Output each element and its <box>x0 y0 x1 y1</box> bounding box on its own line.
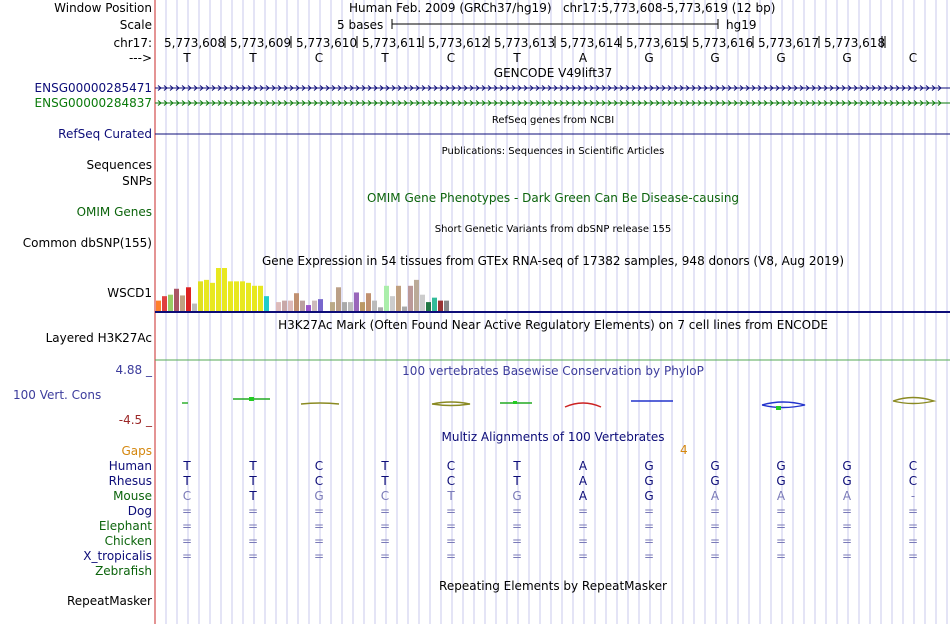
gtex-gene-label[interactable]: WSCD1 <box>107 286 152 300</box>
gtex-tissue-bar <box>360 302 365 311</box>
species-base: T <box>381 474 389 488</box>
snps-track-label[interactable]: SNPs <box>122 174 152 188</box>
gtex-tissue-bar <box>420 295 425 311</box>
species-base: = <box>511 534 523 548</box>
ruler-position-label: 5,773,610 <box>296 36 358 50</box>
species-base: = <box>907 504 919 518</box>
species-label-zebrafish: Zebrafish <box>95 564 152 578</box>
species-base: = <box>643 534 655 548</box>
repeatmasker-track-title[interactable]: Repeating Elements by RepeatMasker <box>439 579 667 593</box>
species-base: G <box>776 474 786 488</box>
species-base: C <box>446 459 456 473</box>
publications-track-title[interactable]: Publications: Sequences in Scientific Articles <box>441 146 665 157</box>
species-base: = <box>247 534 259 548</box>
gtex-tissue-bar <box>192 304 197 311</box>
gtex-tissue-bar <box>438 301 443 311</box>
reference-base: C <box>908 51 918 65</box>
gtex-tissue-bar <box>402 307 407 311</box>
species-base: T <box>183 474 191 488</box>
species-base: = <box>511 549 523 563</box>
phylop-score-mark <box>249 397 254 401</box>
phylop-min-label: -4.5 _ <box>118 413 152 427</box>
species-base: = <box>445 504 457 518</box>
gtex-tissue-bar <box>444 301 449 311</box>
gtex-tissue-bar <box>282 301 287 311</box>
species-label-human: Human <box>108 459 152 473</box>
species-base: T <box>513 474 521 488</box>
species-base: = <box>181 504 193 518</box>
species-base: = <box>907 549 919 563</box>
species-base: = <box>643 504 655 518</box>
species-base: C <box>446 474 456 488</box>
window-position-label: Window Position <box>54 1 152 15</box>
species-base: = <box>841 504 853 518</box>
species-base: = <box>907 534 919 548</box>
reference-base: G <box>842 51 852 65</box>
species-base: C <box>182 489 192 503</box>
reference-base: G <box>776 51 786 65</box>
gtex-tissue-bar <box>180 295 185 311</box>
reference-base: T <box>381 51 389 65</box>
species-base: = <box>643 549 655 563</box>
species-base: = <box>907 519 919 533</box>
phylop-track-label[interactable]: 100 Vert. Cons <box>13 388 102 402</box>
chrom-label: chr17: <box>113 36 152 50</box>
gtex-tissue-bar <box>312 301 317 311</box>
ruler-position-label: 5,773,615 <box>626 36 688 50</box>
gtex-tissue-bar <box>366 293 371 311</box>
species-base: T <box>249 459 257 473</box>
gtex-tissue-bar <box>246 283 251 311</box>
phylop-track-title[interactable]: 100 vertebrates Basewise Conservation by PhyloP <box>402 364 704 378</box>
gtex-tissue-bar <box>426 302 431 311</box>
h3k27ac-track-label[interactable]: Layered H3K27Ac <box>45 331 152 345</box>
species-base: = <box>709 534 721 548</box>
species-base: = <box>775 504 787 518</box>
species-base: T <box>381 459 389 473</box>
phylop-score-mark <box>432 402 470 406</box>
ruler-position-label: 5,773,614 <box>560 36 622 50</box>
species-base: = <box>379 534 391 548</box>
omim-track-label[interactable]: OMIM Genes <box>76 205 152 219</box>
species-base: = <box>577 519 589 533</box>
ruler-position-label: 5,773,613 <box>494 36 556 50</box>
species-base: C <box>908 474 918 488</box>
scale-db: hg19 <box>726 18 757 32</box>
species-base: G <box>842 459 852 473</box>
gtex-tissue-bar <box>276 302 281 311</box>
species-base: = <box>181 549 193 563</box>
species-base: = <box>709 549 721 563</box>
gtex-tissue-bar <box>174 289 179 311</box>
gtex-tissue-bar <box>336 287 341 311</box>
gtex-tissue-bar <box>342 302 347 311</box>
publications-track-label[interactable]: Sequences <box>86 158 152 172</box>
species-base: A <box>578 474 588 488</box>
species-base: T <box>249 474 257 488</box>
species-base: C <box>314 459 324 473</box>
species-base: = <box>775 534 787 548</box>
species-base: = <box>775 549 787 563</box>
species-base: = <box>247 549 259 563</box>
phylop-score-mark <box>513 401 517 404</box>
gtex-tissue-bar <box>300 301 305 311</box>
species-base: G <box>644 459 654 473</box>
species-base: C <box>314 474 324 488</box>
species-base: G <box>512 489 522 503</box>
gtex-tissue-bar <box>162 296 167 311</box>
species-base: = <box>313 534 325 548</box>
phylop-max-label: 4.88 _ <box>115 363 152 377</box>
species-base: = <box>577 549 589 563</box>
species-base: = <box>577 534 589 548</box>
gencode-item-0[interactable]: ENSG00000285471 <box>34 81 152 95</box>
reference-base: T <box>513 51 521 65</box>
species-base: = <box>313 549 325 563</box>
gtex-tissue-bar <box>258 286 263 311</box>
reference-base: G <box>644 51 654 65</box>
window-position-value: Human Feb. 2009 (GRCh37/hg19) chr17:5,773,608-5,773,619 (12 bp) <box>349 1 776 15</box>
gtex-tissue-bar <box>348 302 353 311</box>
species-label-elephant: Elephant <box>98 519 152 533</box>
species-base: = <box>313 504 325 518</box>
species-label-mouse: Mouse <box>113 489 152 503</box>
species-label-rhesus: Rhesus <box>108 474 152 488</box>
gtex-tissue-bar <box>372 301 377 311</box>
gtex-tissue-bar <box>222 268 227 311</box>
gencode-track-title[interactable]: GENCODE V49lift37 <box>493 66 613 80</box>
gtex-tissue-bar <box>156 301 161 311</box>
species-base: G <box>710 474 720 488</box>
reference-base: C <box>314 51 324 65</box>
scale-label: Scale <box>119 18 152 32</box>
gtex-tissue-bar <box>270 307 275 311</box>
species-label-chicken: Chicken <box>104 534 152 548</box>
gtex-tissue-bar <box>378 307 383 311</box>
species-base: = <box>313 519 325 533</box>
gtex-tissue-bar <box>216 268 221 311</box>
species-base: = <box>775 519 787 533</box>
species-base: = <box>709 504 721 518</box>
species-base: - <box>910 489 916 503</box>
multiz-track-title[interactable]: Multiz Alignments of 100 Vertebrates <box>441 430 665 444</box>
species-base: C <box>380 489 390 503</box>
strand-label: ---> <box>128 51 152 65</box>
gtex-tissue-bar <box>324 307 329 311</box>
reference-base: T <box>249 51 257 65</box>
species-base: = <box>181 519 193 533</box>
gtex-tissue-bar <box>288 301 293 311</box>
h3k27ac-track-title[interactable]: H3K27Ac Mark (Often Found Near Active Regulatory Elements) on 7 cell lines from ENCODE <box>278 318 828 332</box>
gtex-track-title[interactable]: Gene Expression in 54 tissues from GTEx RNA-seq of 17382 samples, 948 donors (V8, Aug 2019) <box>261 254 845 268</box>
gtex-tissue-bar <box>354 292 359 311</box>
ruler-position-label: 5,773,612 <box>428 36 490 50</box>
scale-value: 5 bases <box>337 18 384 32</box>
gtex-tissue-bar <box>252 286 257 311</box>
gtex-tissue-bar <box>432 298 437 311</box>
reference-base: A <box>578 51 588 65</box>
species-base: A <box>710 489 720 503</box>
omim-track-title[interactable]: OMIM Gene Phenotypes - Dark Green Can Be Disease-causing <box>366 191 740 205</box>
gtex-tissue-bar <box>198 281 203 311</box>
species-base: = <box>379 549 391 563</box>
species-base: T <box>513 459 521 473</box>
dbsnp-track-label[interactable]: Common dbSNP(155) <box>22 236 152 250</box>
species-base: = <box>841 549 853 563</box>
species-base: = <box>841 519 853 533</box>
ruler-position-label: 5,773,608 <box>164 36 226 50</box>
phylop-score-mark <box>762 402 805 408</box>
species-base: A <box>842 489 852 503</box>
gtex-tissue-bar <box>294 293 299 311</box>
gtex-tissue-bar <box>318 299 323 311</box>
gencode-item-1[interactable]: ENSG00000284837 <box>34 96 152 110</box>
phylop-score-mark <box>565 403 601 407</box>
species-base: G <box>710 459 720 473</box>
species-base: A <box>776 489 786 503</box>
gtex-tissue-bar <box>204 280 209 311</box>
species-base: A <box>578 489 588 503</box>
species-base: T <box>183 459 191 473</box>
species-label-x_tropicalis: X_tropicalis <box>83 549 152 563</box>
species-base: = <box>643 519 655 533</box>
dbsnp-track-title[interactable]: Short Genetic Variants from dbSNP release 155 <box>434 224 672 235</box>
reference-base: C <box>446 51 456 65</box>
species-base: G <box>776 459 786 473</box>
gaps-label[interactable]: Gaps <box>121 444 152 458</box>
gtex-tissue-bar <box>330 302 335 311</box>
species-base: = <box>511 519 523 533</box>
species-base: = <box>247 504 259 518</box>
species-base: = <box>181 534 193 548</box>
ruler-position-label: 5,773,618 <box>824 36 886 50</box>
reference-base: T <box>183 51 191 65</box>
gtex-tissue-bar <box>390 296 395 311</box>
repeatmasker-track-label[interactable]: RepeatMasker <box>66 594 152 608</box>
species-base: T <box>447 489 455 503</box>
species-base: = <box>379 519 391 533</box>
gtex-tissue-bar <box>384 286 389 311</box>
species-base: G <box>644 489 654 503</box>
ruler-position-label: 5,773,616 <box>692 36 754 50</box>
gtex-tissue-bar <box>264 296 269 311</box>
ruler-position-label: 5,773,611 <box>362 36 424 50</box>
gtex-tissue-bar <box>228 281 233 311</box>
species-base: = <box>445 549 457 563</box>
gtex-tissue-bar <box>408 286 413 311</box>
gtex-tissue-bar <box>234 281 239 311</box>
gtex-tissue-bar <box>414 280 419 311</box>
gtex-tissue-bar <box>210 283 215 311</box>
gtex-tissue-bar <box>186 287 191 311</box>
species-base: = <box>709 519 721 533</box>
species-base: C <box>908 459 918 473</box>
species-base: G <box>644 474 654 488</box>
species-base: = <box>445 534 457 548</box>
reference-base: G <box>710 51 720 65</box>
gtex-tissue-bar <box>306 305 311 311</box>
refseq-track-title[interactable]: RefSeq genes from NCBI <box>491 115 615 126</box>
refseq-track-label[interactable]: RefSeq Curated <box>58 127 152 141</box>
gap-count: 4 <box>680 443 688 457</box>
species-base: = <box>577 504 589 518</box>
ruler-position-label: 5,773,609 <box>230 36 292 50</box>
species-base: G <box>842 474 852 488</box>
species-base: = <box>511 504 523 518</box>
ruler-position-label: 5,773,617 <box>758 36 820 50</box>
species-base: = <box>247 519 259 533</box>
phylop-score-mark <box>776 406 781 410</box>
species-label-dog: Dog <box>127 504 152 518</box>
species-base: T <box>249 489 257 503</box>
gtex-tissue-bar <box>168 295 173 311</box>
species-base: G <box>314 489 324 503</box>
gtex-tissue-bar <box>396 286 401 311</box>
species-base: = <box>841 534 853 548</box>
species-base: = <box>445 519 457 533</box>
gtex-tissue-bar <box>240 281 245 311</box>
species-base: A <box>578 459 588 473</box>
species-base: = <box>379 504 391 518</box>
